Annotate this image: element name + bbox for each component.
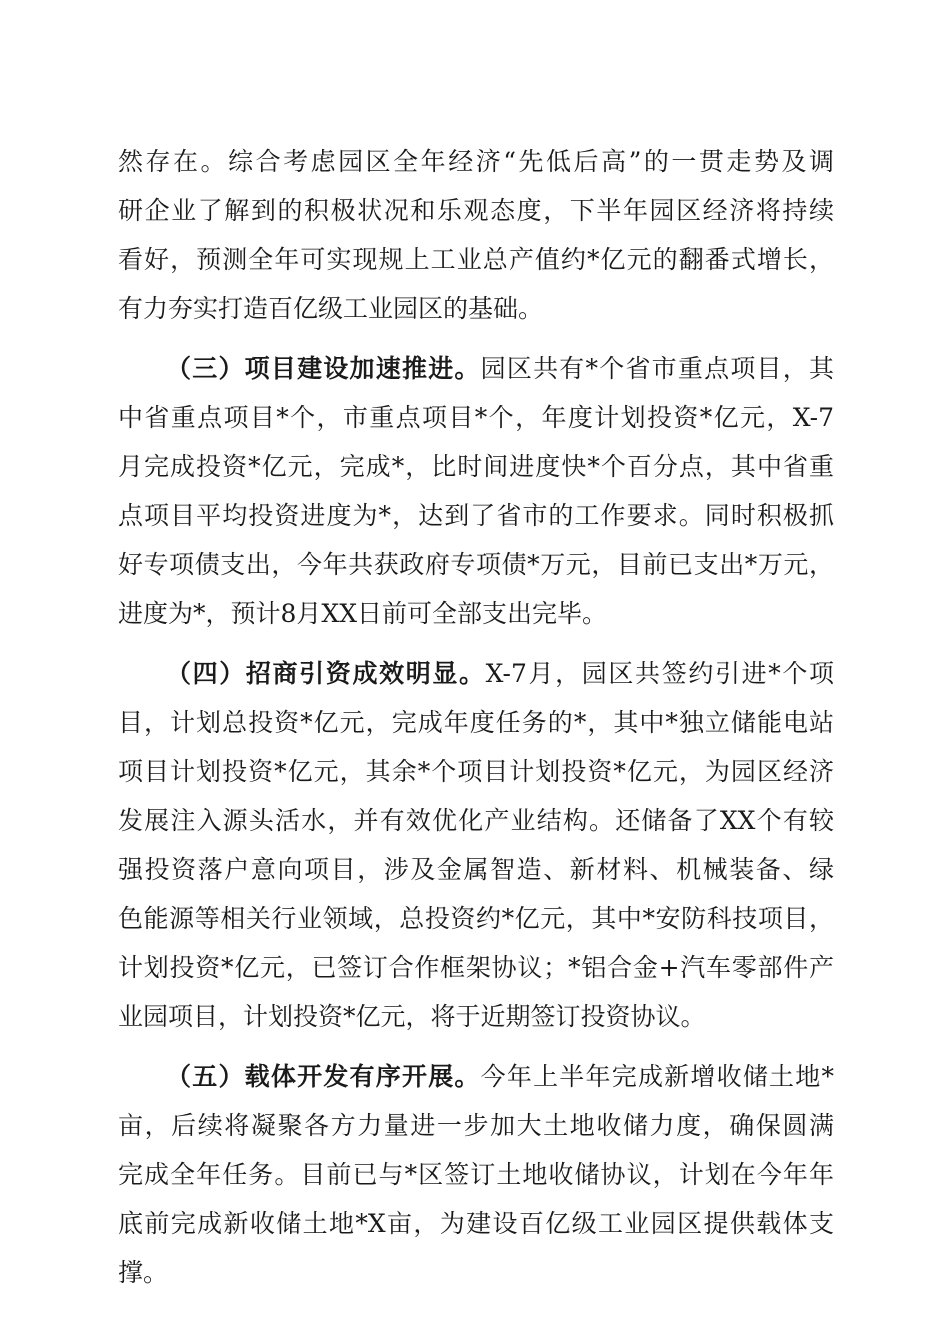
paragraph-line: 目，计划总投资*亿元，完成年度任务的*，其中*独立储能电站 [118,708,834,737]
paragraph-line: 然存在。综合考虑园区全年经济“先低后高”的一贯走势及调 [118,147,834,176]
paragraph-line: 项目计划投资*亿元，其余*个项目计划投资*亿元，为园区经济 [118,757,834,786]
paragraph-line: 进度为*，预计8月XX日前可全部支出完毕。 [118,599,608,628]
paragraph-line: 月完成投资*亿元，完成*，比时间进度快*个百分点，其中省重 [118,452,834,481]
paragraph-line: 底前完成新收储土地*X亩，为建设百亿级工业园区提供载体支 [118,1209,834,1238]
section-heading: （四）招商引资成效明显。 [166,659,486,688]
paragraph-first-line [166,1060,834,1094]
paragraph-line: 业园项目，计划投资*亿元，将于近期签订投资协议。 [118,1002,706,1031]
section-heading: （五）载体开发有序开展。 [166,1062,481,1091]
paragraph-text: X-7月，园区共签约引进*个项 [485,659,834,688]
paragraph-line: 发展注入源头活水，并有效优化产业结构。还储备了XX个有较 [118,806,834,835]
paragraph-line: 有力夯实打造百亿级工业园区的基础。 [118,294,544,323]
paragraph-line: 色能源等相关行业领域，总投资约*亿元，其中*安防科技项目， [118,904,834,933]
paragraph-line: 完成全年任务。目前已与*区签订土地收储协议，计划在今年年 [118,1160,834,1189]
paragraph-line: 研企业了解到的积极状况和乐观态度，下半年园区经济将持续 [118,196,834,225]
paragraph-first-line [166,657,834,691]
paragraph-line: 亩，后续将凝聚各方力量进一步加大土地收储力度，确保圆满 [118,1111,834,1140]
section-heading: （三）项目建设加速推进。 [166,354,481,383]
paragraph-first-line [166,352,834,386]
paragraph-line: 计划投资*亿元，已签订合作框架协议；*铝合金+汽车零部件产 [118,953,834,982]
paragraph-text: 园区共有*个省市重点项目，其 [480,354,834,383]
paragraph-line: 撑。 [118,1258,169,1287]
paragraph-line: 好专项债支出，今年共获政府专项债*万元，目前已支出*万元， [118,550,834,579]
paragraph-line: 点项目平均投资进度为*，达到了省市的工作要求。同时积极抓 [118,501,834,530]
paragraph-line: 看好，预测全年可实现规上工业总产值约*亿元的翻番式增长， [118,245,834,274]
paragraph-line: 中省重点项目*个，市重点项目*个，年度计划投资*亿元，X-7 [118,403,834,432]
paragraph-line: 强投资落户意向项目，涉及金属智造、新材料、机械装备、绿 [118,855,834,884]
paragraph-text: 今年上半年完成新增收储土地* [480,1062,834,1091]
